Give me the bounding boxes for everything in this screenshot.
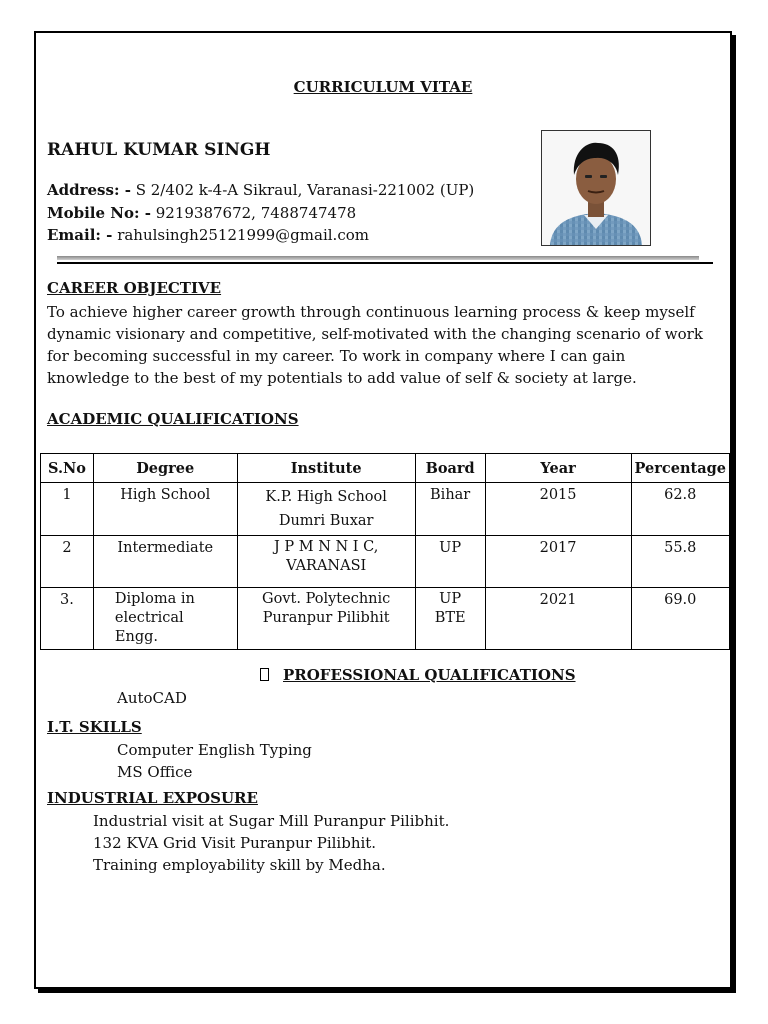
industrial-item: Training employability skill by Medha.	[93, 856, 386, 874]
table-row	[41, 483, 730, 536]
professional-heading: PROFESSIONAL QUALIFICATIONS	[283, 666, 576, 684]
email-label: Email: -	[47, 226, 113, 244]
industrial-item: 132 KVA Grid Visit Puranpur Pilibhit.	[93, 834, 377, 852]
mobile-label: Mobile No: -	[47, 204, 151, 222]
address-label: Address: -	[47, 181, 131, 199]
cell-institute	[237, 483, 415, 536]
table-header-row	[41, 454, 730, 483]
institute-line: J P M N N I C,	[273, 539, 379, 555]
header-board: Board	[415, 454, 485, 483]
cell-board: Bihar	[415, 483, 485, 536]
institute-line: K.P. High School	[265, 489, 387, 505]
academic-heading: ACADEMIC QUALIFICATIONS	[47, 410, 299, 428]
industrial-heading: INDUSTRIAL EXPOSURE	[47, 789, 258, 807]
cell-degree	[93, 588, 237, 650]
header-sno: S.No	[41, 454, 94, 483]
header-institute: Institute	[237, 454, 415, 483]
candidate-name: RAHUL KUMAR SINGH	[47, 140, 271, 160]
board-line: BTE	[434, 610, 466, 626]
document-title: CURRICULUM VITAE	[293, 78, 473, 96]
it-skill-item: MS Office	[117, 763, 193, 781]
header-divider	[57, 262, 713, 264]
resume-page	[34, 31, 732, 989]
email-line	[47, 226, 369, 244]
cell-board: UP	[415, 536, 485, 588]
table-row	[41, 588, 730, 650]
professional-item: AutoCAD	[117, 689, 187, 707]
board-line: UP	[439, 591, 462, 607]
it-skill-item: Computer English Typing	[117, 741, 312, 759]
cell-institute	[237, 588, 415, 650]
cell-sno: 2	[41, 536, 94, 588]
cell-percentage: 55.8	[631, 536, 729, 588]
cell-degree: High School	[93, 483, 237, 536]
mobile-line	[47, 204, 356, 222]
cell-board	[415, 588, 485, 650]
it-skills-heading: I.T. SKILLS	[47, 718, 142, 736]
cell-year: 2017	[485, 536, 631, 588]
degree-text: Diploma in electrical Engg.	[114, 591, 195, 645]
header-degree: Degree	[93, 454, 237, 483]
cell-percentage: 69.0	[631, 588, 729, 650]
institute-line: Dumri Buxar	[278, 513, 374, 529]
email-value: rahulsingh25121999@gmail.com	[117, 226, 369, 244]
cell-percentage: 62.8	[631, 483, 729, 536]
bullet-icon	[260, 668, 269, 681]
cell-year: 2015	[485, 483, 631, 536]
cell-degree: Intermediate	[93, 536, 237, 588]
address-line	[47, 181, 474, 199]
mobile-value: 9219387672, 7488747478	[155, 204, 357, 222]
person-photo-icon	[542, 131, 650, 245]
professional-heading-wrap	[260, 666, 576, 684]
industrial-item: Industrial visit at Sugar Mill Puranpur Pilibhit.	[93, 812, 450, 830]
cell-sno: 3.	[41, 588, 94, 650]
cell-institute	[237, 536, 415, 588]
profile-photo	[541, 130, 651, 246]
career-objective-heading: CAREER OBJECTIVE	[47, 279, 222, 297]
header-percentage: Percentage	[631, 454, 729, 483]
academic-table	[40, 453, 730, 650]
institute-line: Govt. Polytechnic	[262, 591, 391, 607]
header-year: Year	[485, 454, 631, 483]
table-row	[41, 536, 730, 588]
career-objective-text: To achieve higher career growth through continuous learning process & keep myself dynamic visionary and competitive, self-motivated with the changing scenario of work for becoming successful in my career. To work in company where I can gain knowledge to the best of my potentials to add value of self & society at large.	[47, 303, 703, 387]
header-divider-shadow	[57, 256, 699, 260]
institute-line: VARANASI	[286, 558, 367, 574]
address-value: S 2/402 k-4-A Sikraul, Varanasi-221002 (UP)	[135, 181, 475, 199]
institute-line: Puranpur Pilibhit	[262, 610, 390, 626]
cell-year: 2021	[485, 588, 631, 650]
cell-sno: 1	[41, 483, 94, 536]
